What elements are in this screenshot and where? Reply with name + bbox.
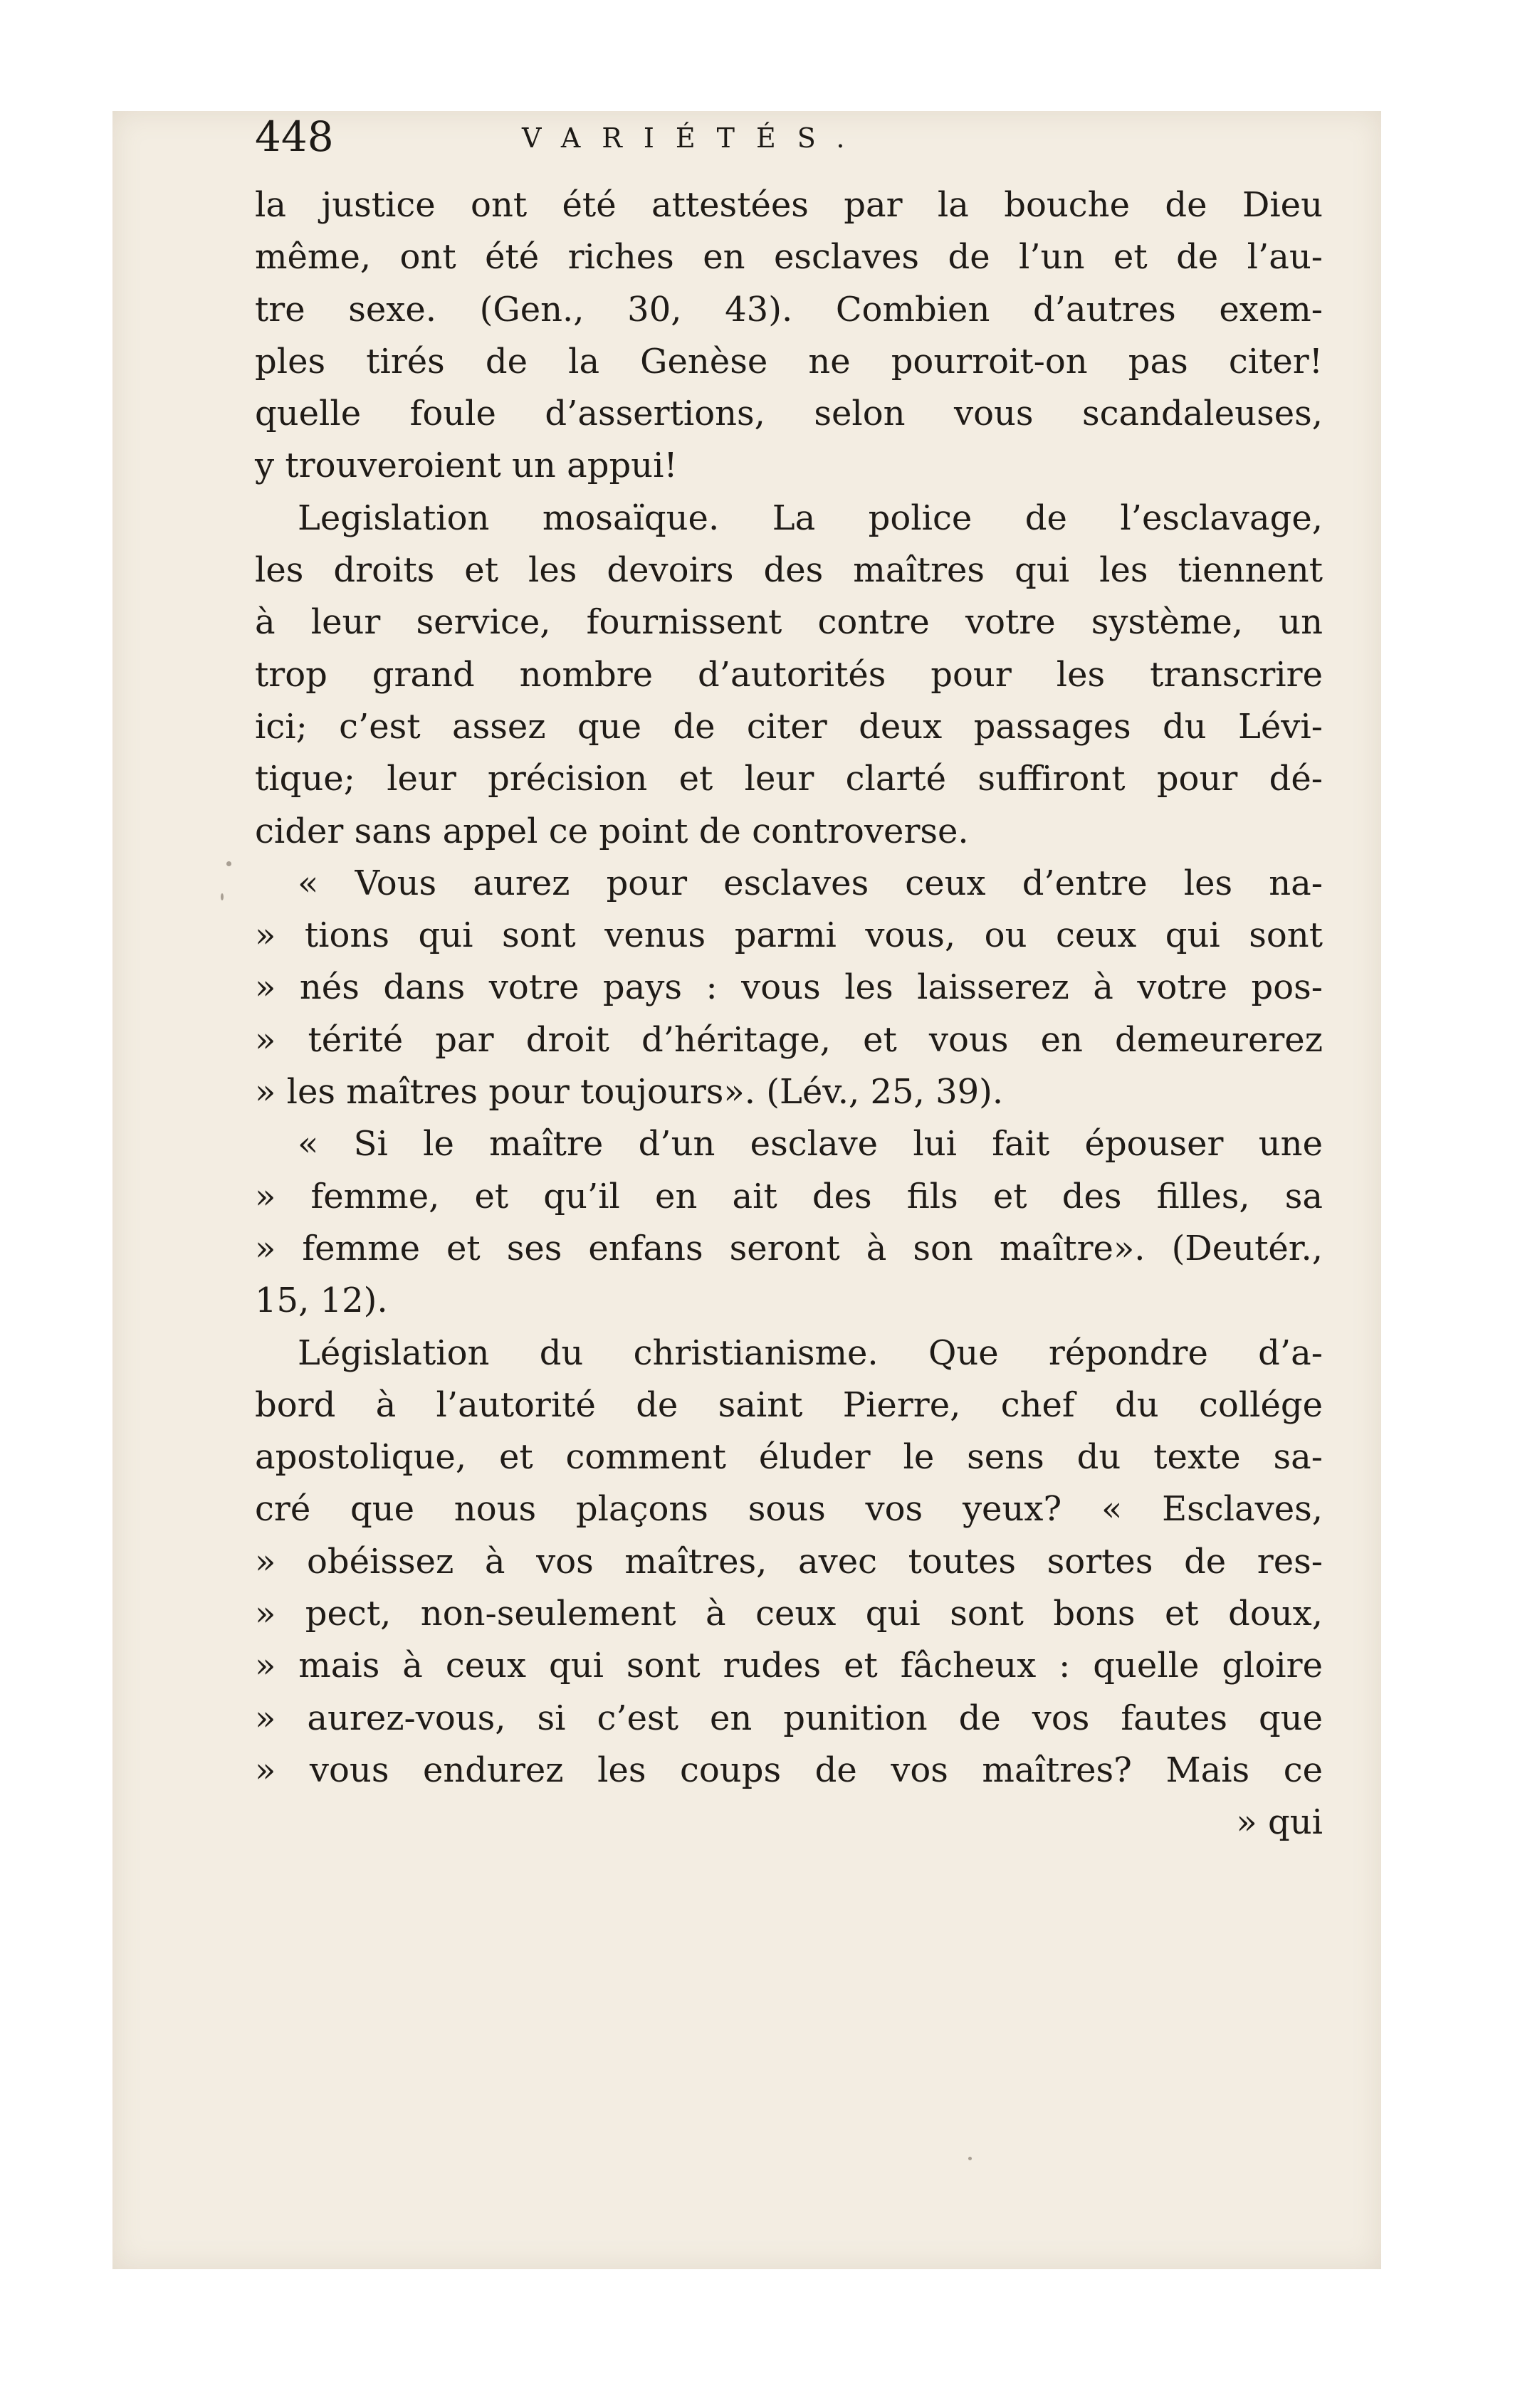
text-line: » obéissez à vos maîtres, avec toutes sortes de res- <box>255 1541 1323 1582</box>
text-line: même, ont été riches en esclaves de l’un et de l’au- <box>255 237 1323 278</box>
paper-speck <box>221 893 224 900</box>
paper-speck <box>968 2157 972 2160</box>
text-line: ici; c’est assez que de citer deux passages du Lévi- <box>255 706 1323 747</box>
text-line: » femme et ses enfans seront à son maître». (Deutér., <box>255 1228 1323 1268</box>
text-line: » aurez-vous, si c’est en punition de vos fautes que <box>255 1698 1323 1738</box>
page-number: 448 <box>255 112 334 161</box>
text-line: « Si le maître d’un esclave lui fait épouser une <box>298 1124 1323 1164</box>
catchword: » qui <box>1236 1802 1323 1843</box>
text-line: quelle foule d’assertions, selon vous scandaleuses, <box>255 394 1323 434</box>
text-line: tique; leur précision et leur clarté suffiront pour dé- <box>255 759 1323 799</box>
body-text <box>255 179 1323 1849</box>
page-header <box>255 107 1310 164</box>
running-title: VARIÉTÉS. <box>522 122 866 154</box>
text-line: tre sexe. (Gen., 30, 43). Combien d’autres exem- <box>255 289 1323 330</box>
text-line: » pect, non-seulement à ceux qui sont bons et doux, <box>255 1594 1323 1634</box>
text-line: apostolique, et comment éluder le sens du texte sa- <box>255 1437 1323 1478</box>
text-line: Legislation mosaïque. La police de l’esclavage, <box>298 498 1323 538</box>
text-line: les droits et les devoirs des maîtres qui les tiennent <box>255 550 1323 591</box>
text-line: » térité par droit d’héritage, et vous en demeurerez <box>255 1019 1323 1060</box>
text-line: la justice ont été attestées par la bouche de Dieu <box>255 185 1323 225</box>
text-line: « Vous aurez pour esclaves ceux d’entre les na- <box>298 863 1323 903</box>
text-line: » nés dans votre pays : vous les laisserez à votre pos- <box>255 967 1323 1008</box>
text-line: 15, 12). <box>255 1281 388 1321</box>
paper-speck <box>226 861 231 866</box>
text-line: cré que nous plaçons sous vos yeux? « Esclaves, <box>255 1489 1323 1530</box>
text-line: y trouveroient un appui! <box>255 446 678 486</box>
text-line: cider sans appel ce point de controverse. <box>255 811 969 851</box>
text-line: » femme, et qu’il en ait des fils et des filles, sa <box>255 1176 1323 1216</box>
text-line: » mais à ceux qui sont rudes et fâcheux : quelle gloire <box>255 1646 1323 1686</box>
text-line: » vous endurez les coups de vos maîtres? Mais ce <box>255 1750 1323 1790</box>
text-line: bord à l’autorité de saint Pierre, chef du collége <box>255 1384 1323 1425</box>
text-line: » les maîtres pour toujours». (Lév., 25, 39). <box>255 1072 1004 1113</box>
text-line: Législation du christianisme. Que répondre d’a- <box>298 1332 1323 1373</box>
text-line: à leur service, fournissent contre votre système, un <box>255 602 1323 643</box>
text-line: trop grand nombre d’autorités pour les transcrire <box>255 654 1323 695</box>
text-line: » tions qui sont venus parmi vous, ou ceux qui sont <box>255 915 1323 956</box>
text-line: ples tirés de la Genèse ne pourroit-on pas citer! <box>255 341 1323 382</box>
